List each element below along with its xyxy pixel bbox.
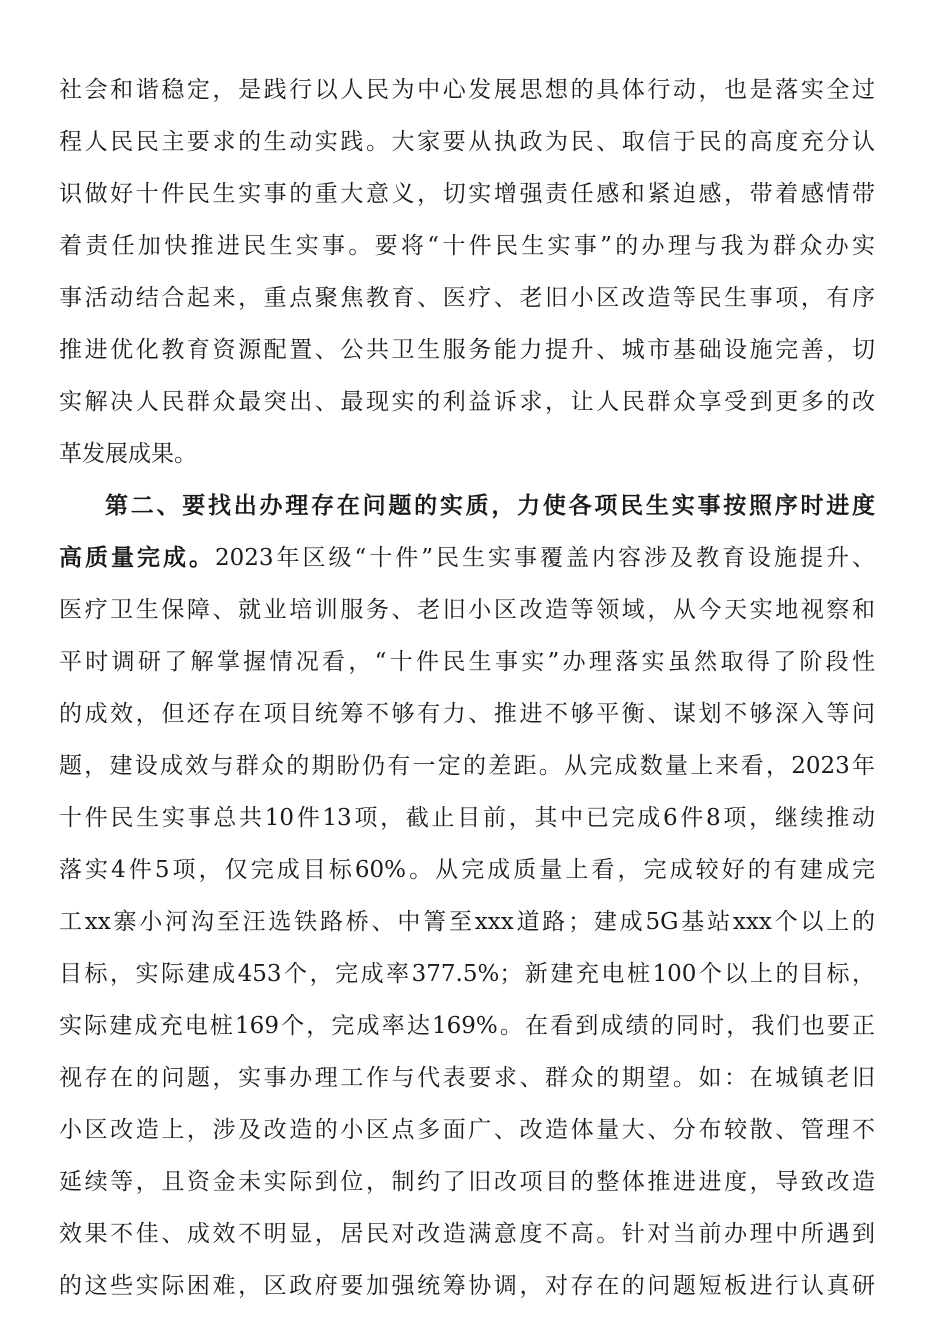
text-line: 工xx寨小河沟至汪选铁路桥、中箐至xxx道路；建成5G基站xxx个以上的	[59, 909, 875, 935]
text-line: 推进优化教育资源配置、公共卫生服务能力提升、城市基础设施完善，切	[59, 337, 875, 363]
text-line: 着责任加快推进民生实事。要将“十件民生实事”的办理与我为群众办实	[59, 233, 875, 259]
text-line: 题，建设成效与群众的期盼仍有一定的差距。从完成数量上来看，2023年	[59, 753, 875, 779]
text-line: 识做好十件民生实事的重大意义，切实增强责任感和紧迫感，带着感情带	[59, 181, 875, 207]
section-heading-end: 高质量完成。	[59, 544, 215, 571]
text-line: 事活动结合起来，重点聚焦教育、医疗、老旧小区改造等民生事项，有序	[59, 285, 875, 311]
text-line: 视存在的问题，实事办理工作与代表要求、群众的期望。如：在城镇老旧	[59, 1065, 875, 1091]
paragraph-2	[59, 480, 875, 1312]
text-line: 落实4件5项，仅完成目标60%。从完成质量上看，完成较好的有建成完	[59, 857, 875, 883]
text-line: 延续等，且资金未实际到位，制约了旧改项目的整体推进进度，导致改造	[59, 1169, 875, 1195]
text-line-rest: 2023年区级“十件”民生实事覆盖内容涉及教育设施提升、	[215, 545, 875, 571]
section-heading: 第二、要找出办理存在问题的实质，力使各项民生实事按照序时进度	[105, 492, 875, 519]
text-line	[59, 532, 875, 584]
text-line: 的成效，但还存在项目统筹不够有力、推进不够平衡、谋划不够深入等问	[59, 701, 875, 727]
text-line: 社会和谐稳定，是践行以人民为中心发展思想的具体行动，也是落实全过	[59, 77, 875, 103]
paragraph-1	[59, 64, 875, 480]
text-line: 效果不佳、成效不明显，居民对改造满意度不高。针对当前办理中所遇到	[59, 1221, 875, 1247]
text-line: 程人民民主要求的生动实践。大家要从执政为民、取信于民的高度充分认	[59, 129, 875, 155]
text-line: 十件民生实事总共10件13项，截止目前，其中已完成6件8项，继续推动	[59, 805, 875, 831]
text-line: 目标，实际建成453个，完成率377.5%；新建充电桩100个以上的目标，	[59, 961, 875, 987]
text-line: 医疗卫生保障、就业培训服务、老旧小区改造等领域，从今天实地视察和	[59, 597, 875, 623]
text-line: 的这些实际困难，区政府要加强统筹协调，对存在的问题短板进行认真研	[59, 1273, 875, 1299]
text-line: 小区改造上，涉及改造的小区点多面广、改造体量大、分布较散、管理不	[59, 1117, 875, 1143]
text-line: 实解决人民群众最突出、最现实的利益诉求，让人民群众享受到更多的改	[59, 389, 875, 415]
document-page	[59, 64, 875, 1312]
text-line: 革发展成果。	[59, 441, 197, 467]
text-line: 实际建成充电桩169个，完成率达169%。在看到成绩的同时，我们也要正	[59, 1013, 875, 1039]
text-line: 平时调研了解掌握情况看，“十件民生事实”办理落实虽然取得了阶段性	[59, 649, 875, 675]
